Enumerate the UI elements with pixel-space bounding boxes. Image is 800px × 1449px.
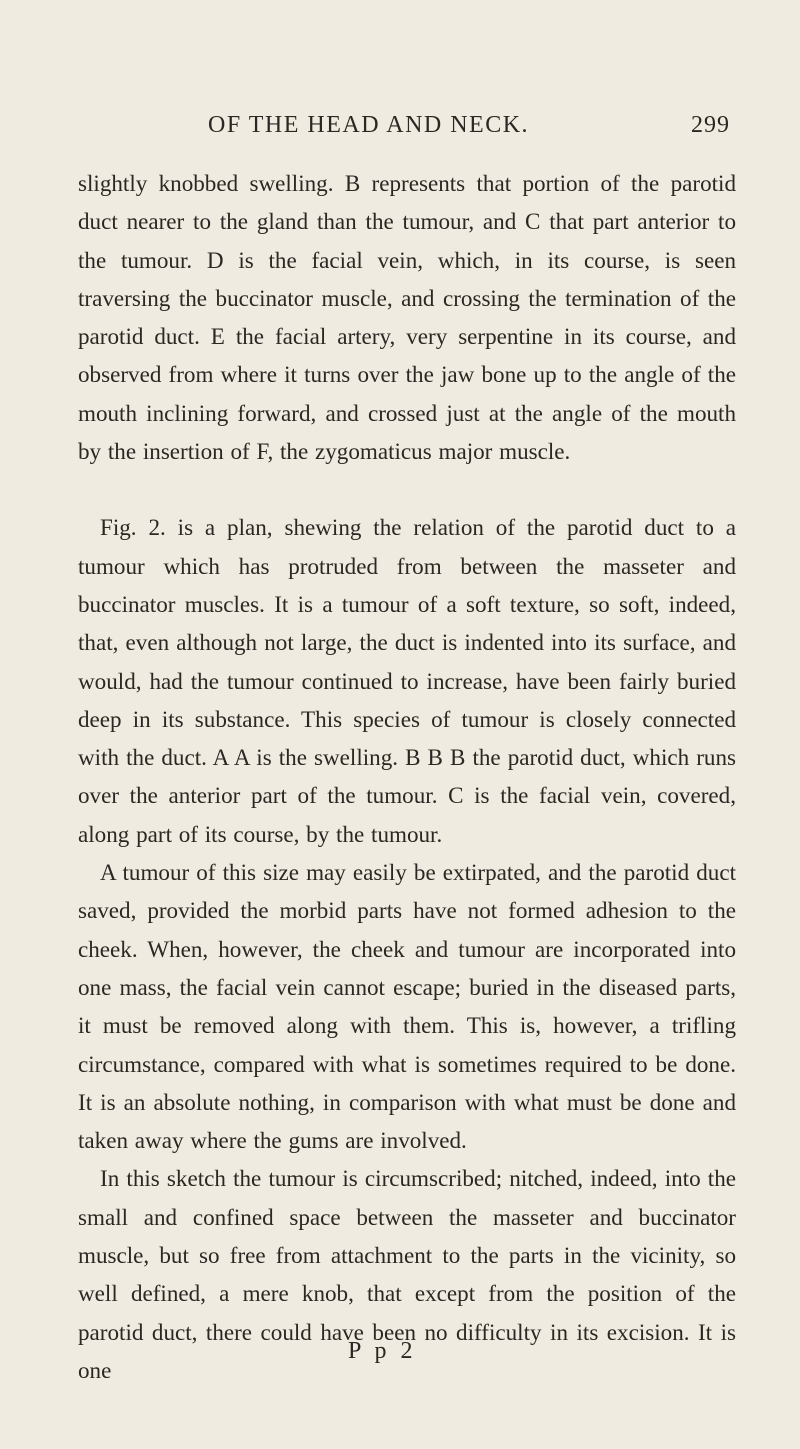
paragraph: Fig. 2. is a plan, shewing the relation of the parotid duct to a tumour which has protruded from between the masseter and buccinator muscles. It is a tumour of a soft texture, so soft, indeed, that, even although not large, the duct is indented into its surface, and would, had the tumour continued to increase, have been fairly buried deep in its substance. This species of tumour is closely connected with the duct. A A is the swelling. B B B the parotid duct, which runs over the anterior part of the tumour. C is the facial vein, covered, along part of its course, by the tumour. [78,514,736,847]
body-text [78,164,736,1389]
signature-mark: P p 2 [348,1338,417,1364]
paragraph: A tumour of this size may easily be extirpated, and the parotid duct saved, provided the morbid parts have not formed adhesion to the cheek. When, however, the cheek and tumour are incorporated into one mass, the facial vein cannot escape; buried in the diseased parts, it must be removed along with them. This is, however, a trifling circumstance, compared with what is sometimes required to be done. It is an absolute nothing, in comparison with what must be done and taken away where the gums are involved. [78,859,736,1154]
page-number: 299 [691,112,730,138]
paragraph: slightly knobbed swelling. B represents that portion of the parotid duct nearer to the gland than the tumour, and C that part anterior to the tumour. D is the facial vein, which, in its course, is seen traversing the buccinator muscle, and crossing the termination of the parotid duct. E the facial artery, very serpentine in its course, and observed from where it turns over the jaw bone up to the angle of the mouth inclining forward, and crossed just at the angle of the mouth by the insertion of F, the zygomaticus major muscle. [78,170,736,465]
page-header [78,0,736,150]
paragraph: In this sketch the tumour is circumscribed; nitched, indeed, into the small and confined space between the masseter and buccinator muscle, but so free from attachment to the parts in the vicinity, so well defined, a mere knob, that except from the position of the parotid duct, there could have been no difficulty in its excision. It is one [78,1165,736,1383]
running-title: OF THE HEAD AND NECK. [208,112,530,138]
